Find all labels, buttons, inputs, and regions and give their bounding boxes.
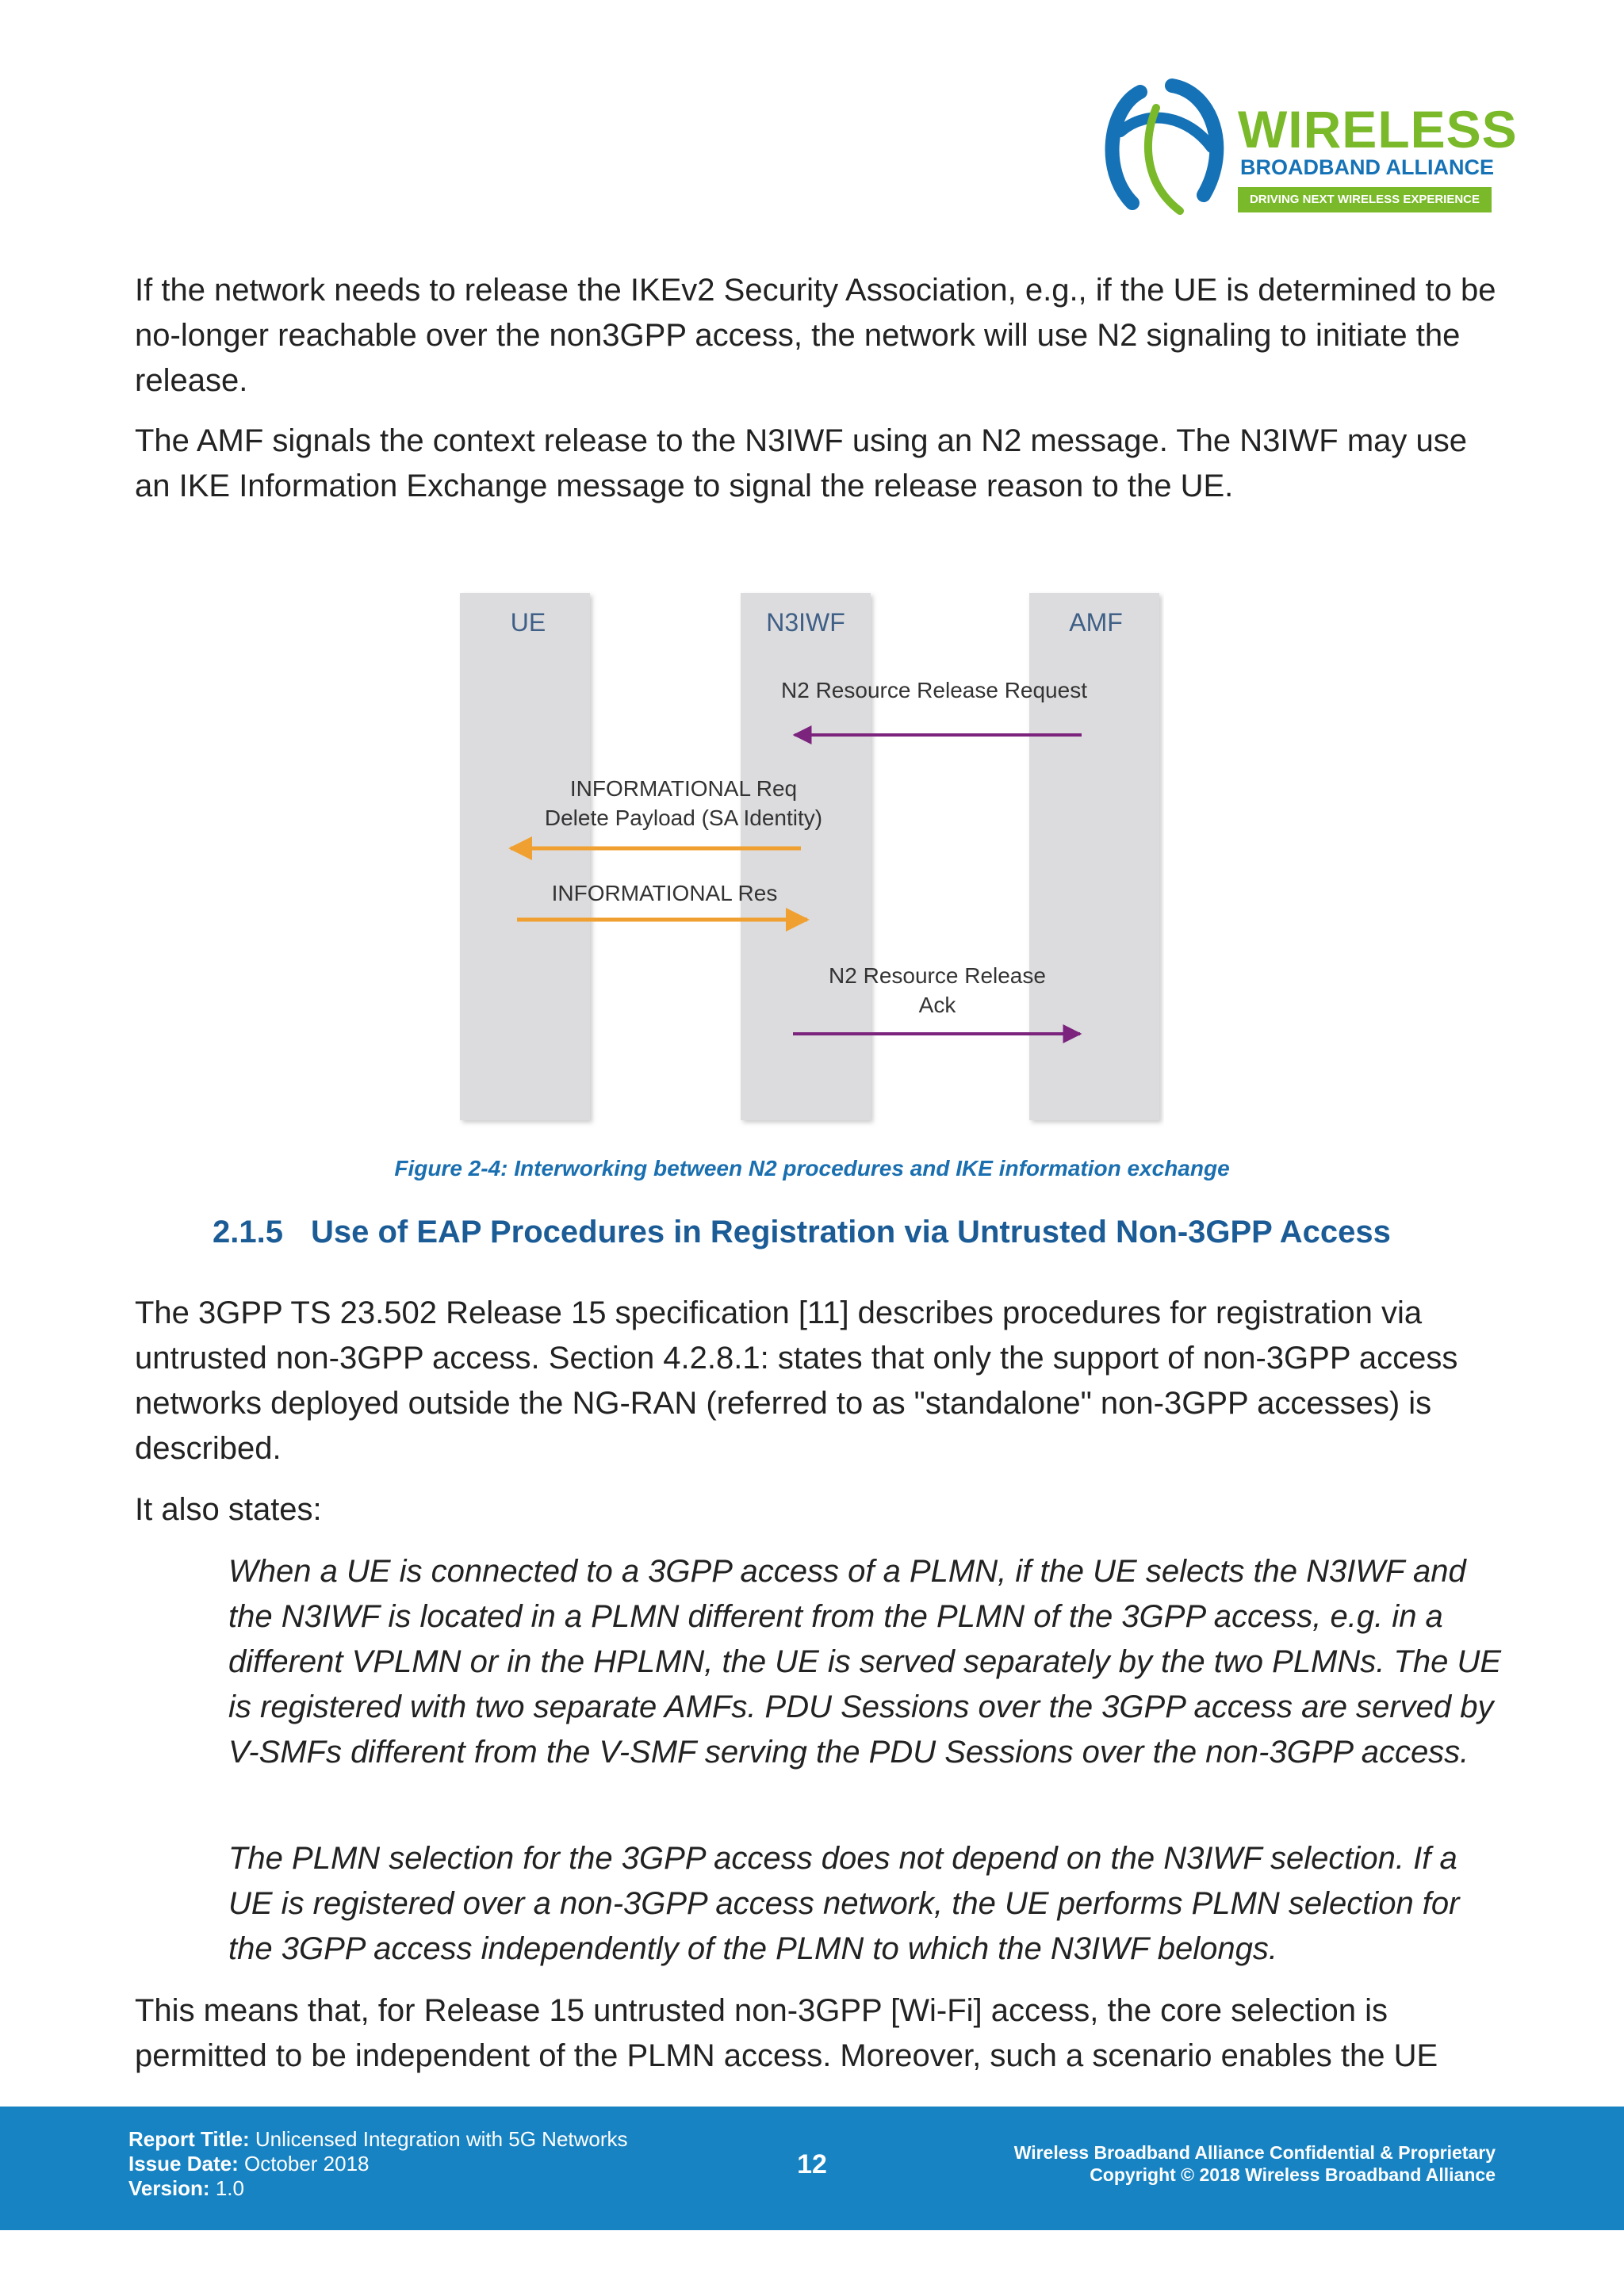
footer-issue-date-label: Issue Date: bbox=[128, 2152, 239, 2175]
section-title: Use of EAP Procedures in Registration via Untrusted Non-3GPP Access bbox=[311, 1215, 1391, 1249]
paragraph-it-also-states: It also states: bbox=[135, 1492, 322, 1527]
logo-subtitle: BROADBAND ALLIANCE bbox=[1240, 155, 1494, 179]
footer-report-title: Unlicensed Integration with 5G Networks bbox=[255, 2127, 628, 2151]
footer-issue-date: October 2018 bbox=[243, 2152, 370, 2175]
paragraph-ikev2-release: If the network needs to release the IKEv2 Security Association, e.g., if the UE is determined to be no-longer reachable over the non3GPP access, the network will use N2 signaling to initiate the release. bbox=[135, 273, 1496, 398]
paragraph-amf-signals: The AMF signals the context release to the N3IWF using an N2 message. The N3IWF may use an IKE Information Exchange message to signal the release reason to the UE. bbox=[135, 423, 1467, 503]
logo-tagline: DRIVING NEXT WIRELESS EXPERIENCE bbox=[1238, 187, 1492, 212]
msg-informational-res: INFORMATIONAL Res bbox=[551, 881, 778, 905]
page-number: 12 bbox=[797, 2149, 827, 2179]
msg-n2-release-ack-1: N2 Resource Release bbox=[829, 963, 1046, 988]
msg-informational-req-2: Delete Payload (SA Identity) bbox=[544, 806, 823, 830]
figure-caption: Figure 2-4: Interworking between N2 procedures and IKE information exchange bbox=[394, 1156, 1230, 1181]
msg-informational-req-1: INFORMATIONAL Req bbox=[569, 776, 798, 801]
footer-version-label: Version: bbox=[128, 2176, 210, 2200]
quote-plmn-selection: The PLMN selection for the 3GPP access does not depend on the N3IWF selection. If a UE is registered over a non-3GPP access network, the UE performs PLMN selection for the 3GPP access independently of the PLMN to which the N3IWF belongs. bbox=[228, 1841, 1460, 1966]
quote-ue-connected: When a UE is connected to a 3GPP access of a PLMN, if the UE selects the N3IWF and the N3IWF is located in a PLMN different from the PLMN of the 3GPP access, e.g. in a different VPLMN or in the HPLMN, the UE is served separately by the two PLMNs. The UE is registered with two separate AMFs. PDU Sessions over the 3GPP access are served by V-SMFs different from the V-SMF serving the PDU Sessions over the non-3GPP access. bbox=[228, 1554, 1502, 1770]
entity-ue: UE bbox=[510, 608, 546, 637]
footer-confidential: Wireless Broadband Alliance Confidential & Proprietary bbox=[1013, 2142, 1496, 2163]
n3iwf-lane bbox=[741, 593, 871, 1120]
wba-logo bbox=[1093, 76, 1518, 219]
paragraph-release15-meaning: This means that, for Release 15 untrusted non-3GPP [Wi-Fi] access, the core selection is permitted to be independent of the PLMN access. Moreover, such a scenario enables the UE bbox=[135, 1993, 1438, 2073]
sequence-diagram bbox=[458, 591, 1164, 1131]
footer-report-title-label: Report Title: bbox=[128, 2127, 250, 2151]
msg-n2-release-ack-2: Ack bbox=[918, 993, 956, 1017]
footer-copyright: Copyright © 2018 Wireless Broadband Alliance bbox=[1090, 2164, 1496, 2185]
ue-lane bbox=[460, 593, 590, 1120]
page-footer bbox=[0, 2107, 1624, 2230]
entity-amf: AMF bbox=[1069, 608, 1123, 637]
footer-legal bbox=[1014, 2141, 1496, 2186]
wba-swirl-icon bbox=[1093, 76, 1235, 219]
section-number: 2.1.5 bbox=[213, 1215, 283, 1249]
entity-n3iwf: N3IWF bbox=[766, 608, 845, 637]
msg-n2-release-request: N2 Resource Release Request bbox=[781, 678, 1087, 702]
amf-lane bbox=[1029, 593, 1159, 1120]
logo-title: WIRELESS bbox=[1238, 100, 1518, 159]
section-heading bbox=[213, 1215, 1391, 1250]
footer-version: 1.0 bbox=[215, 2176, 244, 2200]
paragraph-3gpp-ts: The 3GPP TS 23.502 Release 15 specification [11] describes procedures for registration via untrusted non-3GPP access. Section 4.2.8.1: states that only the support of non-3GPP access networks deployed outside the NG-RAN (referred to as "standalone" non-3GPP accesses) is described. bbox=[135, 1295, 1458, 1466]
